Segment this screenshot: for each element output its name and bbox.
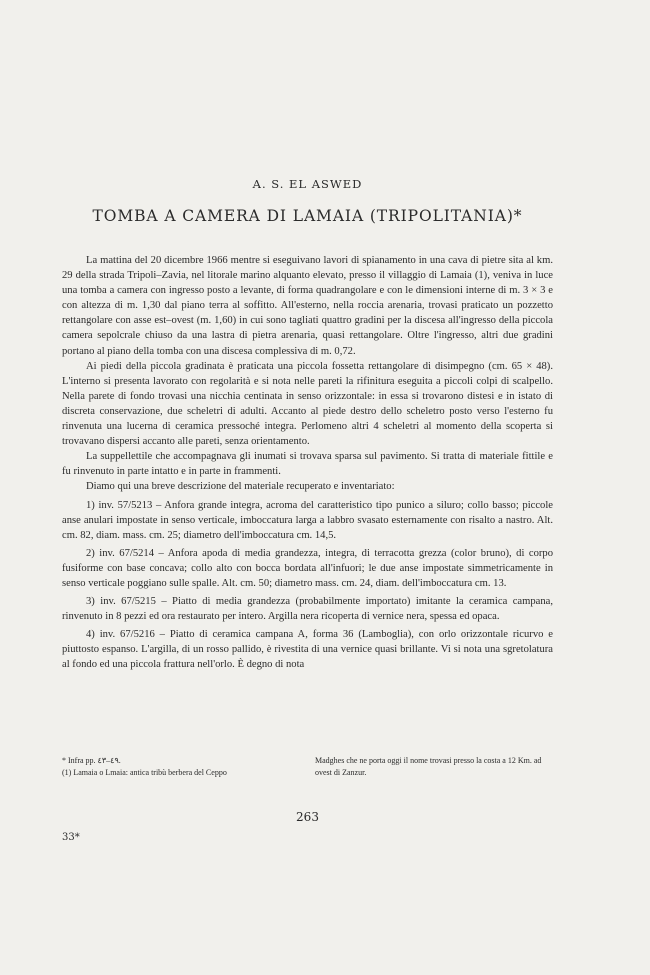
- inventory-item: 2) inv. 67/5214 – Anfora apoda di media grandezza, integra, di terracotta grezza (color bruno), di corpo fusiforme con base concava; collo alto con bocca bordata all'infuori; le due anse impostate simmetricamente in senso verticale poggiano sulle spalle. Alt. cm. 50; diametro mass. cm. 24, diam. dell'imboccatura cm. 13.: [62, 547, 553, 589]
- paragraph: Diamo qui una breve descrizione del materiale recuperato e inventariato:: [86, 481, 395, 493]
- inventory-item: 1) inv. 57/5213 – Anfora grande integra, acroma del caratteristico tipo punico a siluro; collo basso; piccole anse anulari impostate in senso verticale, imboccatura larga a labbro svasato esternamente con risalto a nastro. Alt. cm. 82, diam. mass. cm. 25; diametro dell'imboccatura cm. 14,5.: [62, 499, 553, 541]
- inventory-item: 4) inv. 67/5216 – Piatto di ceramica campana A, forma 36 (Lamboglia), con orlo orizzontale ricurvo e piuttosto espanso. L'argilla, di un rosso pallido, è rivestita di una vernice quasi brillante. Vi si nota una sgretolatura al fondo ed una piccola frattura nell'orlo. È degno di nota: [62, 629, 553, 671]
- author-name: A. S. EL ASWED: [252, 177, 363, 191]
- footnotes-left-column: [62, 755, 300, 779]
- footnotes: [62, 755, 553, 779]
- footnote-1: (1) Lamaia o Lmaia: antica tribù berbera del Ceppo: [62, 768, 227, 777]
- signature-mark: 33*: [62, 832, 80, 843]
- paragraph: La suppellettile che accompagnava gli inumati si trovava sparsa sul pavimento. Si tratta di materiale fittile e fu rinvenuto in parte intatto e in parte in frammenti.: [62, 451, 553, 478]
- paragraph: Ai piedi della piccola gradinata è praticata una piccola fossetta rettangolare di disimpegno (cm. 65 × 48). L'interno si presenta lavorato con regolarità e si nota nelle pareti la rifinitura eseguita a piccoli colpi di scalpello. Nella parete di fondo trovasi una nicchia centinata in senso orizzontale: in essa si trovarono distesi e in istato di discreta conservazione, due scheletri di adulti. Accanto al piede destro dello scheletro posto verso l'esterno fu rinvenuta una lucerna di ceramica pressoché integra. Perlomeno altri 4 scheletri al momento della scoperta si trovavano dispersi accanto alle pareti, senza orientamento.: [62, 360, 553, 448]
- article-body: [62, 253, 553, 673]
- paragraph: La mattina del 20 dicembre 1966 mentre si eseguivano lavori di spianamento in una cava di pietre sita al km. 29 della strada Tripoli–Zavia, nel litorale marino alquanto elevato, presso il villaggio di Lamaia (1), veniva in luce una tomba a camera con ingresso posto a levante, di forma quadrangolare e con le dimensioni interne di m. 3 × 3 e con altezza di m. 1,30 dal piano terra al soffitto. All'esterno, nella roccia arenaria, trovasi praticato un pozzetto rettangolare con asse est–ovest (m. 1,60) in cui sono tagliati quattro gradini per la discesa all'ingresso della piccola camera sepolcrale chiuso da una lastra di pietra arenaria, quasi rettangolare. Oltre l'ingresso, altri due gradini portano al piano della tomba con una discesa complessiva di m. 0,72.: [62, 255, 553, 357]
- footnote-star: * Infra pp. ٤٩–٤٣.: [62, 756, 121, 765]
- footnotes-right-column: [315, 755, 553, 779]
- page-number: 263: [296, 810, 319, 824]
- footnote-1-continued: Madghes che ne porta oggi il nome trovasi presso la costa a 12 Km. ad ovest di Zanzur.: [315, 756, 542, 777]
- page: [62, 0, 553, 975]
- inventory-item: 3) inv. 67/5215 – Piatto di media grandezza (probabilmente importato) imitante la ceramica campana, rinvenuto in 8 pezzi ed ora restaurato per intero. Argilla nera ricoperta di vernice nera, spessa ed opaca.: [62, 596, 553, 623]
- article-title: TOMBA A CAMERA DI LAMAIA (TRIPOLITANIA)*: [92, 207, 523, 225]
